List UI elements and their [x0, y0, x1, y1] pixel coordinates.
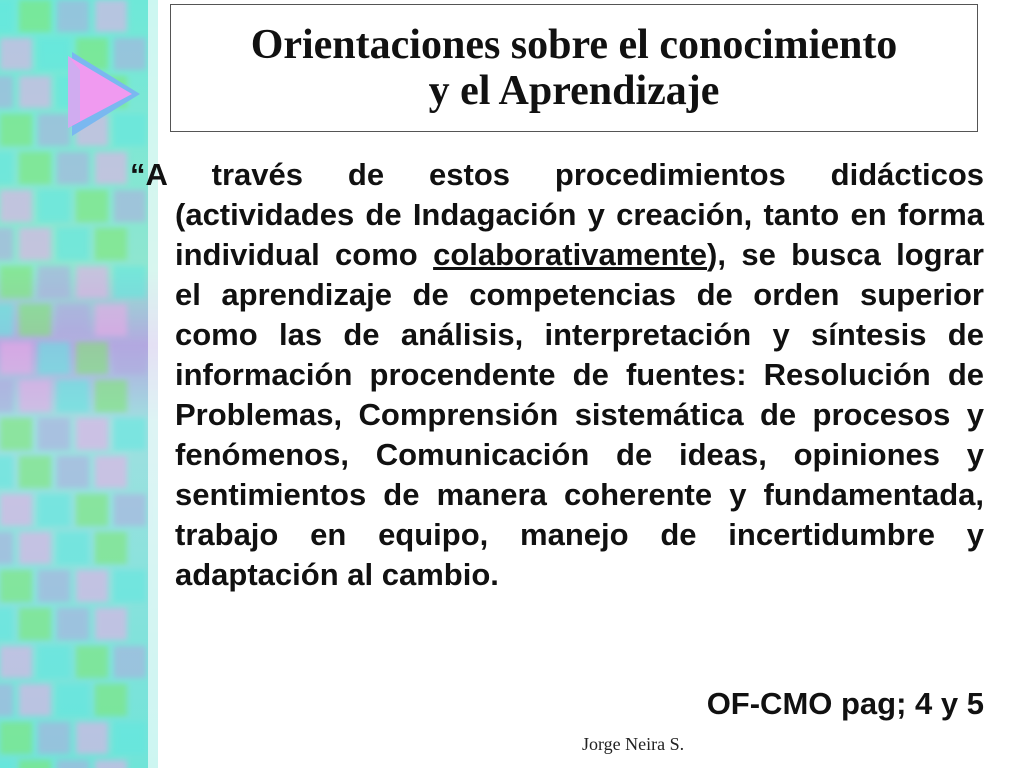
mosaic-tile [76, 266, 108, 298]
mosaic-tile [95, 684, 127, 716]
mosaic-tile [95, 380, 127, 412]
mosaic-tile [0, 228, 13, 260]
slide-title [251, 22, 898, 114]
mosaic-tile [38, 342, 70, 374]
mosaic-tile [19, 0, 51, 32]
mosaic-tile [0, 532, 13, 564]
title-line-1: Orientaciones sobre el conocimiento [250, 22, 898, 68]
mosaic-tile [38, 722, 70, 754]
mosaic-tile [19, 456, 51, 488]
mosaic-tile [76, 722, 108, 754]
mosaic-tile [0, 266, 32, 298]
mosaic-tile [38, 570, 70, 602]
mosaic-tile [95, 152, 127, 184]
mosaic-tile [95, 304, 127, 336]
mosaic-tile [76, 570, 108, 602]
mosaic-tile [0, 456, 13, 488]
mosaic-tile [95, 456, 127, 488]
mosaic-tile [0, 684, 13, 716]
mosaic-tile [0, 0, 13, 32]
mosaic-tile [0, 418, 32, 450]
mosaic-tile [38, 266, 70, 298]
mosaic-tile [95, 0, 127, 32]
mosaic-tile [57, 0, 89, 32]
mosaic-tile [57, 456, 89, 488]
mosaic-tile [19, 304, 51, 336]
mosaic-tile [76, 342, 108, 374]
mosaic-tile [114, 722, 146, 754]
author-footer: Jorge Neira S. [582, 734, 685, 754]
mosaic-tile [0, 342, 32, 374]
mosaic-tile [76, 190, 108, 222]
mosaic-tile [19, 380, 51, 412]
triangle-arrow-icon [58, 50, 148, 140]
mosaic-tile [57, 152, 89, 184]
mosaic-tile [57, 228, 89, 260]
mosaic-tile [57, 608, 89, 640]
mosaic-tile [38, 646, 70, 678]
mosaic-tile [0, 608, 13, 640]
mosaic-tile [114, 646, 146, 678]
mosaic-tile [19, 76, 51, 108]
mosaic-tile [0, 152, 13, 184]
mosaic-tile [0, 494, 32, 526]
mosaic-tile [57, 760, 89, 768]
reference-citation: OF-CMO pag; 4 y 5 [706, 686, 984, 721]
mosaic-tile [0, 646, 32, 678]
mosaic-tile [0, 38, 32, 70]
mosaic-tile [57, 684, 89, 716]
mosaic-tile [0, 76, 13, 108]
mosaic-tile [57, 304, 89, 336]
mosaic-tile [19, 532, 51, 564]
quote-paragraph [130, 155, 984, 595]
mosaic-tile [19, 152, 51, 184]
mosaic-tile [19, 684, 51, 716]
mosaic-tile [95, 760, 127, 768]
mosaic-tile [57, 532, 89, 564]
mosaic-tile [95, 532, 127, 564]
mosaic-tile [0, 570, 32, 602]
mosaic-tile [57, 380, 89, 412]
mosaic-tile [95, 228, 127, 260]
quote-text-part-1: “A través de estos procedimientos didácticos (actividades de Indagación y creación, tanto en forma individual como [130, 157, 984, 272]
mosaic-tile [0, 760, 13, 768]
mosaic-tile [38, 190, 70, 222]
mosaic-tile [0, 304, 13, 336]
mosaic-tile [0, 190, 32, 222]
mosaic-tile [19, 228, 51, 260]
mosaic-tile [38, 418, 70, 450]
mosaic-tile [0, 380, 13, 412]
mosaic-tile [76, 418, 108, 450]
mosaic-tile [76, 646, 108, 678]
title-line-2: y el Aprendizaje [428, 68, 720, 114]
mosaic-tile [0, 722, 32, 754]
mosaic-tile [95, 608, 127, 640]
mosaic-tile [0, 114, 32, 146]
mosaic-tile [76, 494, 108, 526]
quote-underlined-word: colaborativamente [433, 237, 708, 272]
mosaic-tile [19, 608, 51, 640]
mosaic-tile [19, 760, 51, 768]
title-box [170, 4, 978, 132]
mosaic-tile [38, 494, 70, 526]
quote-text-part-2: ), se busca lograr el aprendizaje de competencias de orden superior como las de análisis, interpretación y síntesis de información procendente de fuentes: Resolución de Problemas, Comprensión sistemática de procesos y fenómenos, Comunicación de ideas, opiniones y sentimientos de manera coherente y fundamentada, trabajo en equipo, manejo de incertidumbre y adaptación al cambio. [175, 237, 984, 592]
